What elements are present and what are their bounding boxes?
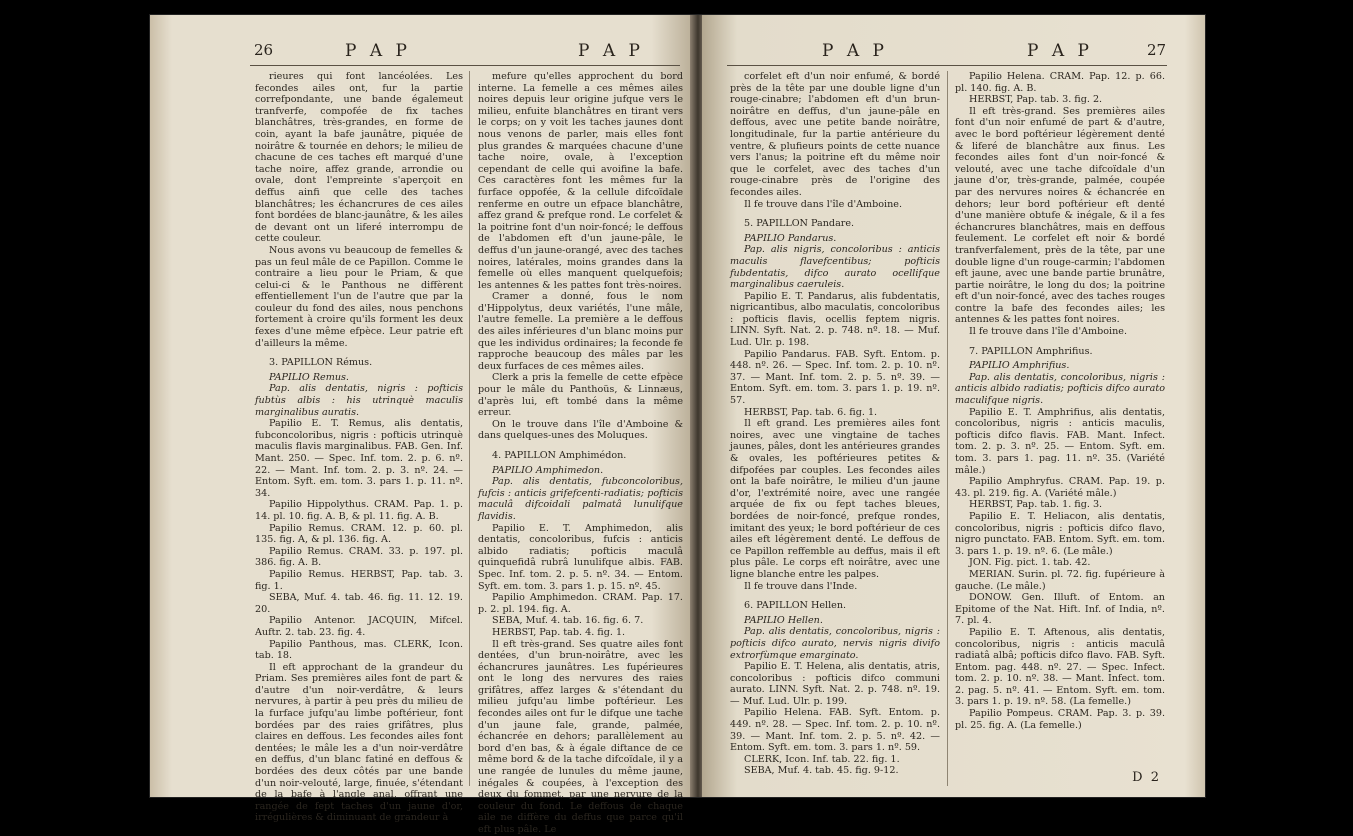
- paragraph: PAPILIO Pandarus.: [744, 232, 837, 244]
- paragraph: 4. PAPILLON Amphimédon.: [492, 450, 627, 461]
- paragraph: SEBA, Muf. 4. tab. 16. fig. 6. 7.: [492, 615, 644, 627]
- paragraph: Papilio Amphryfus. CRAM. Pap. 19. p. 43. pl. 219. fig. A. (Variété mâle.): [955, 476, 1165, 499]
- right-header-rule: [727, 65, 1167, 66]
- right-column-2: [955, 71, 1165, 731]
- paragraph: Papilio E. T. Heliacon, alis dentatis, concoloribus, nigris : pofticis difco flavo, nigro punctato. FAB. Entom. Syft. em. tom. 3. pars 1. p. 19. nº. 6. (Le mâle.): [955, 510, 1165, 557]
- right-page: [702, 15, 1205, 797]
- right-column-1: [730, 71, 940, 777]
- left-column-1: [255, 71, 463, 824]
- paragraph: Il eft grand. Les premières ailes font noires, avec une vingtaine de taches jaunes, pâles, dont les antérieures grandes & ovales, les poftérieures petites & difpofées par couples. Les fecondes ailes ont la bafe noirâtre, le milieu d'un jaune d'or, l'extrémité noire, avec une rangée arquée de fix ou fept taches bleues, bordées de noir-foncé, prefque rondes, imitant des yeux; le bord poftérieur de ces ailes eft légèrement denté. Le deffous de ce Papillon reffemble au deffus, mais il eft plus pâle. Le corps eft noirâtre, avec une ligne blanche entre les palpes.: [730, 418, 940, 580]
- paragraph: Clerk a pris la femelle de cette efpèce pour le mâle du Panthoüs, & Linnæus, d'après lui, eft tombé dans la même erreur.: [478, 372, 683, 419]
- left-page-number: 26: [254, 41, 274, 59]
- paragraph: 5. PAPILLON Pandare.: [744, 218, 855, 230]
- paragraph: Il fe trouve dans l'île d'Amboine.: [744, 198, 903, 210]
- paragraph: Papilio Amphimedon. CRAM. Pap. 17. p. 2. pl. 194. fig. A.: [478, 592, 683, 615]
- paragraph: Papilio E. T. Amphrifius, alis dentatis, concoloribus, nigris : anticis maculis, pofticis difco flavis. FAB. Mant. Infect. tom. 2. p. 3. nº. 25. — Entom. Syft. em. tom. 3. pars 1. pag. 11. nº. 35. (Variété mâle.): [955, 406, 1165, 476]
- paragraph: Papilio Remus. HERBST, Pap. tab. 3. fig. 1.: [255, 568, 463, 592]
- paragraph: PAPILIO Amphrifius.: [969, 360, 1070, 372]
- paragraph: Papilio E. T. Aftenous, alis dentatis, concoloribus, nigris : anticis maculâ radiatâ albâ; pofticis difco flavo. FAB. Syft. Entom. pag. 448. nº. 27. — Spec. Infect. tom. 2. p. 10. nº. 38. — Mant. Infect. tom. 2. pag. 5. nº. 41. — Entom. Syft. em. tom. 3. pars 1. p. 19. nº. 58. (La femelle.): [955, 626, 1165, 708]
- paragraph: DONOW. Gen. Illuft. of Entom. an Epitome of the Nat. Hift. Inf. of India, nº. 7. pl. 4.: [955, 592, 1165, 627]
- paragraph: Nous avons vu beaucoup de femelles & pas un feul mâle de ce Papillon. Comme le contraire a lieu pour le Priam, & que celui-ci & le Panthous ne diffèrent effentiellement l'un de l'autre que par la couleur du fond des ailes, nous penchons fortement à croire qu'ils forment les deux fexes d'une même efpèce. Leur patrie eft d'ailleurs la même.: [255, 244, 463, 349]
- right-header-right: P A P: [1027, 41, 1093, 61]
- paragraph: HERBST, Pap. tab. 3. fig. 2.: [969, 94, 1103, 106]
- paragraph: Papilio E. T. Pandarus, alis fubdentatis, nigricantibus, albo maculatis, concoloribus : pofticis flavis, ocellis feptem nigris. LINN. Syft. Nat. 2. p. 748. nº. 18. — Muf. Lud. Ulr. p. 198.: [730, 290, 940, 349]
- paragraph: mefure qu'elles approchent du bord interne. La femelle a ces mêmes ailes noires depuis leur origine jufque vers le milieu, enfuite blanchâtres en tirant vers le corps; on y voit les taches jaunes dont nous venons de parler, mais elles font plus grandes & marquées chacune d'une tache noire, ovale, à l'exception cependant de celle qui avoifine la bafe. Ces caractères font les mêmes fur la furface oppofée, & la cellule difcoïdale renferme en outre un efpace blanchâtre, affez grand & prefque rond. Le corfelet & la poitrine font d'un noir-foncé; le deffous de l'abdomen eft d'un jaune-pâle, le deffus d'un jaune-orangé, avec des taches noires, latérales, moins grandes dans la femelle où elles manquent quelquefois; les antennes & les pattes font très-noires.: [478, 71, 683, 291]
- left-header-left: P A P: [345, 41, 411, 61]
- paragraph: PAPILIO Remus.: [269, 371, 349, 383]
- paragraph: Il eft très-grand. Ses quatre ailes font dentées, d'un brun-noirâtre, avec les échancrures jaunâtres. Les fupérieures ont le long des nervures des raies grifâtres, affez larges & s'étendant du milieu jufqu'au limbe poftérieur. Les fecondes ailes ont fur le difque une tache d'un jaune fale, grande, palmée, échancrée en dehors; parallèlement au bord d'en bas, & à égale diftance de ce même bord & de la tache difcoïdale, il y a une rangée de lunules du même jaune, inégales & coupées, à l'exception des deux du fommet, par une nervure de la couleur du fond. Le deffous de chaque aile ne diffère du deffus que parce qu'il eft plus pâle. Le: [478, 638, 683, 835]
- paragraph: Il eft très-grand. Ses premières ailes font d'un noir enfumé de part & d'autre, avec le bord poftérieur légèrement denté & liferé de blanchâtre aux finus. Les fecondes ailes font d'un noir-foncé & velouté, avec une tache difcoïdale d'un jaune d'or, très-grande, palmée, coupée par des nervures noires & échancrée en dehors; leur bord poftérieur eft denté d'une manière obtufe & inégale, & il a fes échancrures blanchâtres, mais en deffous feulement. Le corfelet eft noir & bordé tranfverfalement, près de la tête, par une double ligne d'un rouge-carmin; l'abdomen eft jaune, avec une bande partie brunâtre, partie noirâtre, le long du dos; la poitrine eft d'un noir-foncé, avec des taches rouges contre la bafe des fecondes ailes; les antennes & les pattes font noires.: [955, 105, 1165, 326]
- paragraph: Pap. alis dentatis, concoloribus, nigris : anticis albido radiatis; pofticis difco aurato maculifque nigris.: [955, 371, 1165, 407]
- left-column-rule: [469, 71, 470, 786]
- paragraph: Pap. alis dentatis, fubconcoloribus, fufcis : anticis grifefcenti-radiatis; pofticis maculâ difcoidali palmatâ lunulifque flavidis.: [478, 476, 683, 522]
- signature-mark: D 2: [1132, 770, 1161, 785]
- paragraph: corfelet eft d'un noir enfumé, & bordé près de la tête par une double ligne d'un rouge-cinabre; l'abdomen eft d'un brun-noirâtre en deffus, d'un jaune-pâle en deffous, avec une petite bande noirâtre, longitudinale, fur la partie antérieure du ventre, & plufieurs points de cette nuance vers l'anus; la poitrine eft du même noir que le corfelet, avec des taches d'un rouge-cinabre près de l'origine des fecondes ailes.: [730, 71, 940, 198]
- paragraph: 3. PAPILLON Rémus.: [269, 357, 373, 369]
- left-header-rule: [250, 65, 680, 66]
- paragraph: JON. Fig. pict. 1. tab. 42.: [969, 557, 1091, 569]
- paragraph: Il fe trouve dans l'île d'Amboine.: [969, 326, 1128, 338]
- paragraph: HERBST, Pap. tab. 4. fig. 1.: [492, 626, 626, 638]
- paragraph: SEBA, Muf. 4. tab. 45. fig. 9-12.: [744, 765, 899, 777]
- left-column-2: [478, 71, 683, 836]
- paragraph: Papilio Helena. CRAM. Pap. 12. p. 66. pl. 140. fig. A. B.: [955, 71, 1165, 94]
- paragraph: SEBA, Muf. 4. tab. 46. fig. 11. 12. 19. 20.: [255, 592, 463, 615]
- paragraph: Papilio E. T. Helena, alis dentatis, atris, concoloribus : pofticis difco communi aurato. LINN. Syft. Nat. 2. p. 748. nº. 19. — Muf. Lud. Ulr. p. 199.: [730, 661, 940, 707]
- paragraph: Papilio Pandarus. FAB. Syft. Entom. p. 448. nº. 26. — Spec. Inf. tom. 2. p. 10. nº. 37. — Mant. Inf. tom. 2. p. 5. nº. 39. — Entom. Syft. em. tom. 3. pars 1. p. 19. nº. 57.: [730, 348, 940, 407]
- paragraph: Il fe trouve dans l'Inde.: [744, 580, 858, 592]
- paragraph: Il eft approchant de la grandeur du Priam. Ses premières ailes font de part & d'autre d'un noir-verdâtre, & leurs nervures, à partir à peu près du milieu de la furface jufqu'au limbe poftérieur, font bordées par des raies grifâtres, plus claires en deffous. Les fecondes ailes font dentées; le mâle les a d'un noir-verdâtre en deffus, d'un blanc fatiné en deffous & bordées des deux côtés par une bande d'un noir-velouté, large, finuée, s'étendant de la bafe à l'angle anal, offrant une rangée de fept taches d'un jaune d'or, irrégulières & diminuant de grandeur à: [255, 661, 463, 824]
- paragraph: Papilio Hippolythus. CRAM. Pap. 1. p. 14. pl. 10. fig. A. B, & pl. 11. fig. A. B.: [255, 499, 463, 522]
- right-column-rule: [947, 71, 948, 786]
- paragraph: Cramer a donné, fous le nom d'Hippolytus, deux variétés, l'une mâle, l'autre femelle. La première a le deffous des ailes inférieures d'un blanc moins pur que les individus ordinaires; la feconde fe rapproche beaucoup des mâles par les deux furfaces de ces mêmes ailes.: [478, 291, 683, 372]
- paragraph: Papilio Remus. CRAM. 12. p. 60. pl. 135. fig. A, & pl. 136. fig. A.: [255, 522, 463, 546]
- paragraph: rieures qui font lancéolées. Les fecondes ailes ont, fur la partie correfpondante, une bande égalemeut tranfverfe, compofée de fix taches blanchâtres, très-grandes, en forme de coin, ayant la bafe jaunâtre, piquée de noirâtre & tournée en dehors; le milieu de chacune de ces taches eft marqué d'une tache noire, affez grande, arrondie ou ovale, dont l'empreinte s'aperçoit en deffus ainfi que celle des taches blanchâtres; les échancrures de ces ailes font bordées de blanc-jaunâtre, & les ailes de devant ont un liferé interrompu de cette couleur.: [255, 71, 463, 245]
- paragraph: Papilio E. T. Amphimedon, alis dentatis, concoloribus, fufcis : anticis albido radiatis; pofticis maculâ quinquefidâ rubrâ lunulifque albis. FAB. Spec. Inf. tom. 2. p. 5. nº. 34. — Entom. Syft. em. tom. 3. pars 1. p. 15. nº. 45.: [478, 522, 683, 592]
- left-page: [150, 15, 695, 835]
- book-spread: [150, 15, 1205, 835]
- paragraph: Papilio E. T. Remus, alis dentatis, fubconcoloribus, nigris : pofticis utrinquè maculis flavis marginalibus. FAB. Gen. Inf. Mant. 250. — Spec. Inf. tom. 2. p. 6. nº. 22. — Mant. Inf. tom. 2. p. 3. nº. 24. — Entom. Syft. em. tom. 3. pars 1. p. 11. nº. 34.: [255, 418, 463, 499]
- paragraph: On le trouve dans l'île d'Amboine & dans quelques-unes des Moluques.: [478, 418, 683, 442]
- paragraph: 7. PAPILLON Amphrifius.: [969, 345, 1093, 357]
- right-header-left: P A P: [822, 41, 888, 61]
- paragraph: Papilio Remus. CRAM. 33. p. 197. pl. 386. fig. A. B.: [255, 545, 463, 569]
- paragraph: HERBST, Pap. tab. 6. fig. 1.: [744, 406, 878, 418]
- paragraph: MERIAN. Surin. pl. 72. fig. fupérieure à gauche. (Le mâle.): [955, 568, 1165, 592]
- paragraph: PAPILIO Hellen.: [744, 614, 823, 626]
- paragraph: Pap. alis dentatis, nigris : pofticis fubtùs albis : his utrinquè maculis marginalibus auratis.: [255, 383, 463, 418]
- paragraph: 6. PAPILLON Hellen.: [744, 600, 847, 612]
- paragraph: Pap. alis dentatis, concoloribus, nigris : pofticis difco aurato, nervis nigris divifo extrorfùmque emarginato.: [730, 626, 940, 661]
- paragraph: CLERK, Icon. Inf. tab. 22. fig. 1.: [744, 753, 900, 765]
- paragraph: Papilio Antenor. JACQUIN, Mifcel. Auftr. 2. tab. 23. fig. 4.: [255, 615, 463, 638]
- paragraph: Pap. alis nigris, concoloribus : anticis maculis flavefcentibus; pofticis fubdentatis, difco aurato ocellifque marginalibus caeruleis.: [730, 244, 940, 291]
- paragraph: Papilio Helena. FAB. Syft. Entom. p. 449. nº. 28. — Spec. Inf. tom. 2. p. 10. nº. 39. — Mant. Inf. tom. 2. p. 5. nº. 42. — Entom. Syft. em. tom. 3. pars 1. nº. 59.: [730, 707, 940, 754]
- left-header-right: P A P: [578, 41, 644, 61]
- paragraph: PAPILIO Amphimedon.: [492, 464, 604, 476]
- paragraph: Papilio Pompeus. CRAM. Pap. 3. p. 39. pl. 25. fig. A. (La femelle.): [955, 708, 1165, 731]
- paragraph: Papilio Panthous, mas. CLERK, Icon. tab. 18.: [255, 638, 463, 662]
- paragraph: HERBST, Pap. tab. 1. fig. 3.: [969, 499, 1103, 511]
- right-page-number: 27: [1147, 41, 1167, 59]
